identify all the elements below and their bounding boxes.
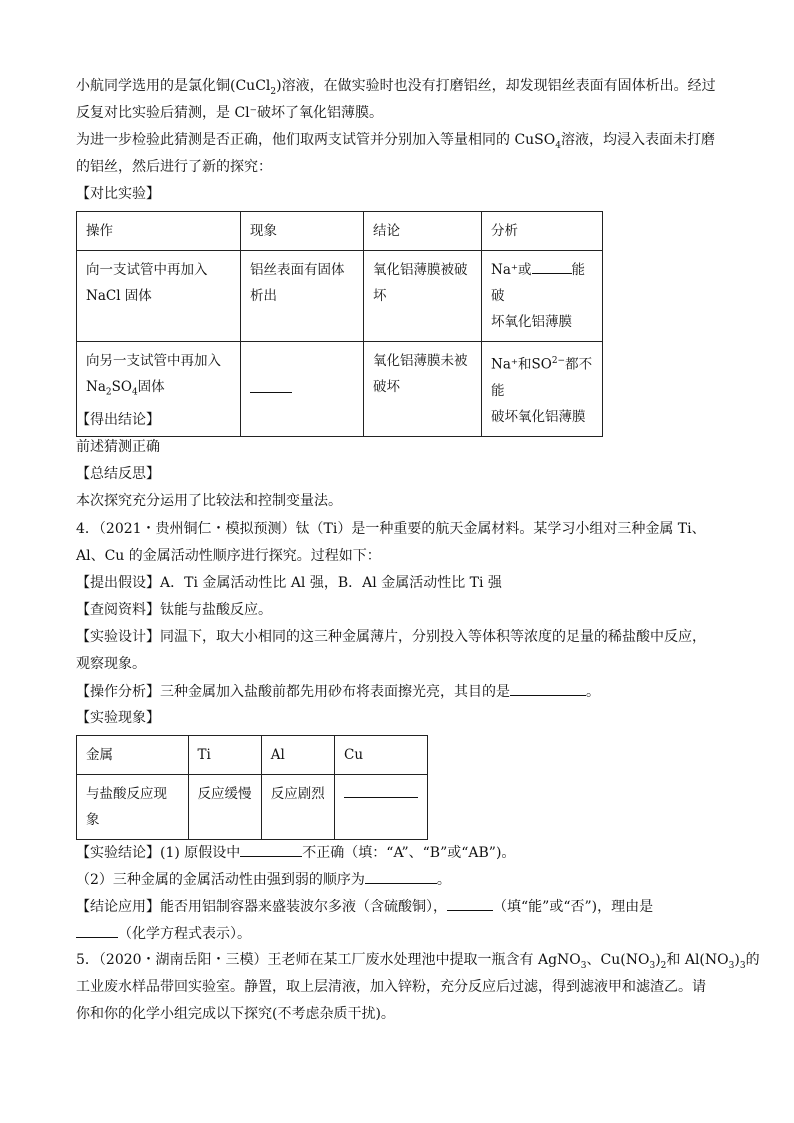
answer-blank[interactable] — [510, 681, 586, 696]
table-cell: 氧化铝薄膜被破 坏 — [364, 251, 482, 342]
question-4-line-6: 观察现象。 — [76, 656, 146, 672]
table-header-row — [77, 736, 428, 775]
answer-blank[interactable] — [240, 842, 302, 857]
table-cell — [335, 775, 428, 840]
table-header-row — [77, 212, 603, 251]
header-cell: Ti — [188, 736, 261, 775]
answer-blank[interactable] — [76, 923, 118, 938]
section-heading-conclusion: 【得出结论】 — [76, 412, 160, 428]
metal-reaction-table — [76, 735, 428, 840]
application-line-1: 【结论应用】能否用铝制容器来盛装波尔多液（含硫酸铜）， （填“能”或“否”)，理由是 — [76, 896, 653, 917]
question-4-line-7: 【操作分析】三种金属加入盐酸前都先用砂布将表面擦光亮，其目的是 。 — [76, 681, 600, 702]
intro-line-2: 反复对比实验后猜测，是 Cl⁻破坏了氧化铝薄膜。 — [76, 105, 384, 121]
question-5-line-2: 工业废水样品带回实验室。静置，取上层清液，加入锌粉，充分反应后过滤，得到滤液甲和滤渣乙。请 — [76, 979, 706, 995]
table-cell: 反应剧烈 — [261, 775, 334, 840]
table-cell: 铝丝表面有固体 析出 — [241, 251, 364, 342]
question-4-line-3: 【提出假设】A．Ti 金属活动性比 Al 强，B．Al 金属活动性比 Ti 强 — [76, 575, 502, 591]
header-cell: 分析 — [482, 212, 603, 251]
question-4-line-1: 4．（2021・贵州铜仁・模拟预测）钛（Ti）是一种重要的航天金属材料。某学习小组对三种金属 Ti、 — [76, 521, 706, 537]
table-cell: 与盐酸反应现象 — [77, 775, 189, 840]
conclusion-text: 前述猜测正确 — [76, 439, 160, 455]
table-cell: 向一支试管中再加入 NaCl 固体 — [77, 251, 241, 342]
intro-line-3: 为进一步检验此猜测是否正确，他们取两支试管并分别加入等量相同的 CuSO$_4$溶液，均浸入表面未打磨 — [76, 132, 715, 151]
header-cell: 现象 — [241, 212, 364, 251]
table-cell: Na⁺或 能破 坏氧化铝薄膜 — [482, 251, 603, 342]
table-cell: 向另一支试管中再加入 $Na_2SO_4$固体 — [77, 342, 241, 437]
section-heading-comparison: 【对比实验】 — [76, 186, 160, 202]
table-cell: 反应缓慢 — [188, 775, 261, 840]
question-4-line-5: 【实验设计】同温下，取大小相同的这三种金属薄片，分别投入等体积等浓度的足量的稀盐酸中反应， — [76, 629, 706, 645]
conclusion-line-2: （2）三种金属的金属活动性由强到弱的顺序为 。 — [76, 869, 451, 890]
header-cell: Cu — [335, 736, 428, 775]
question-4-line-4: 【查阅资料】钛能与盐酸反应。 — [76, 602, 272, 618]
answer-blank[interactable] — [365, 869, 437, 884]
header-cell: 结论 — [364, 212, 482, 251]
section-heading-phenomenon: 【实验现象】 — [76, 710, 160, 726]
conclusion-line-1: 【实验结论】(1) 原假设中 不正确（填：“A”、“B”或“AB”)。 — [76, 842, 515, 863]
section-heading-reflection: 【总结反思】 — [76, 466, 160, 482]
answer-blank[interactable] — [344, 783, 418, 798]
application-line-2: （化学方程式表示）。 — [76, 923, 251, 944]
intro-line-4: 的铝丝，然后进行了新的探究： — [76, 159, 272, 175]
table-cell — [241, 342, 364, 437]
table-row — [77, 775, 428, 840]
reflection-text: 本次探究充分运用了比较法和控制变量法。 — [76, 493, 342, 509]
answer-blank[interactable] — [250, 378, 292, 393]
table-row — [77, 251, 603, 342]
question-4-line-2: Al、Cu 的金属活动性顺序进行探究。过程如下： — [76, 548, 381, 564]
table-cell: Na⁺和$SO^{2-}$都不能 破坏氧化铝薄膜 — [482, 342, 603, 437]
answer-blank[interactable] — [532, 259, 572, 274]
header-cell: Al — [261, 736, 334, 775]
question-5-line-1: 5．（2020・湖南岳阳・三模）王老师在某工厂废水处理池中提取一瓶含有 AgNO$_3$、$Cu(NO_3)_2$和 $Al(NO_3)_3$的 — [76, 952, 760, 971]
comparison-table — [76, 211, 603, 437]
table-cell: 氧化铝薄膜未被 破坏 — [364, 342, 482, 437]
answer-blank[interactable] — [447, 896, 493, 911]
header-cell: 金属 — [77, 736, 189, 775]
intro-line-1: 小航同学选用的是氯化铜(CuCl$_2$)溶液，在做实验时也没有打磨铝丝，却发现铝丝表面有固体析出。经过 — [76, 78, 716, 97]
question-5-line-3: 你和你的化学小组完成以下探究(不考虑杂质干扰)。 — [76, 1006, 395, 1022]
header-cell: 操作 — [77, 212, 241, 251]
